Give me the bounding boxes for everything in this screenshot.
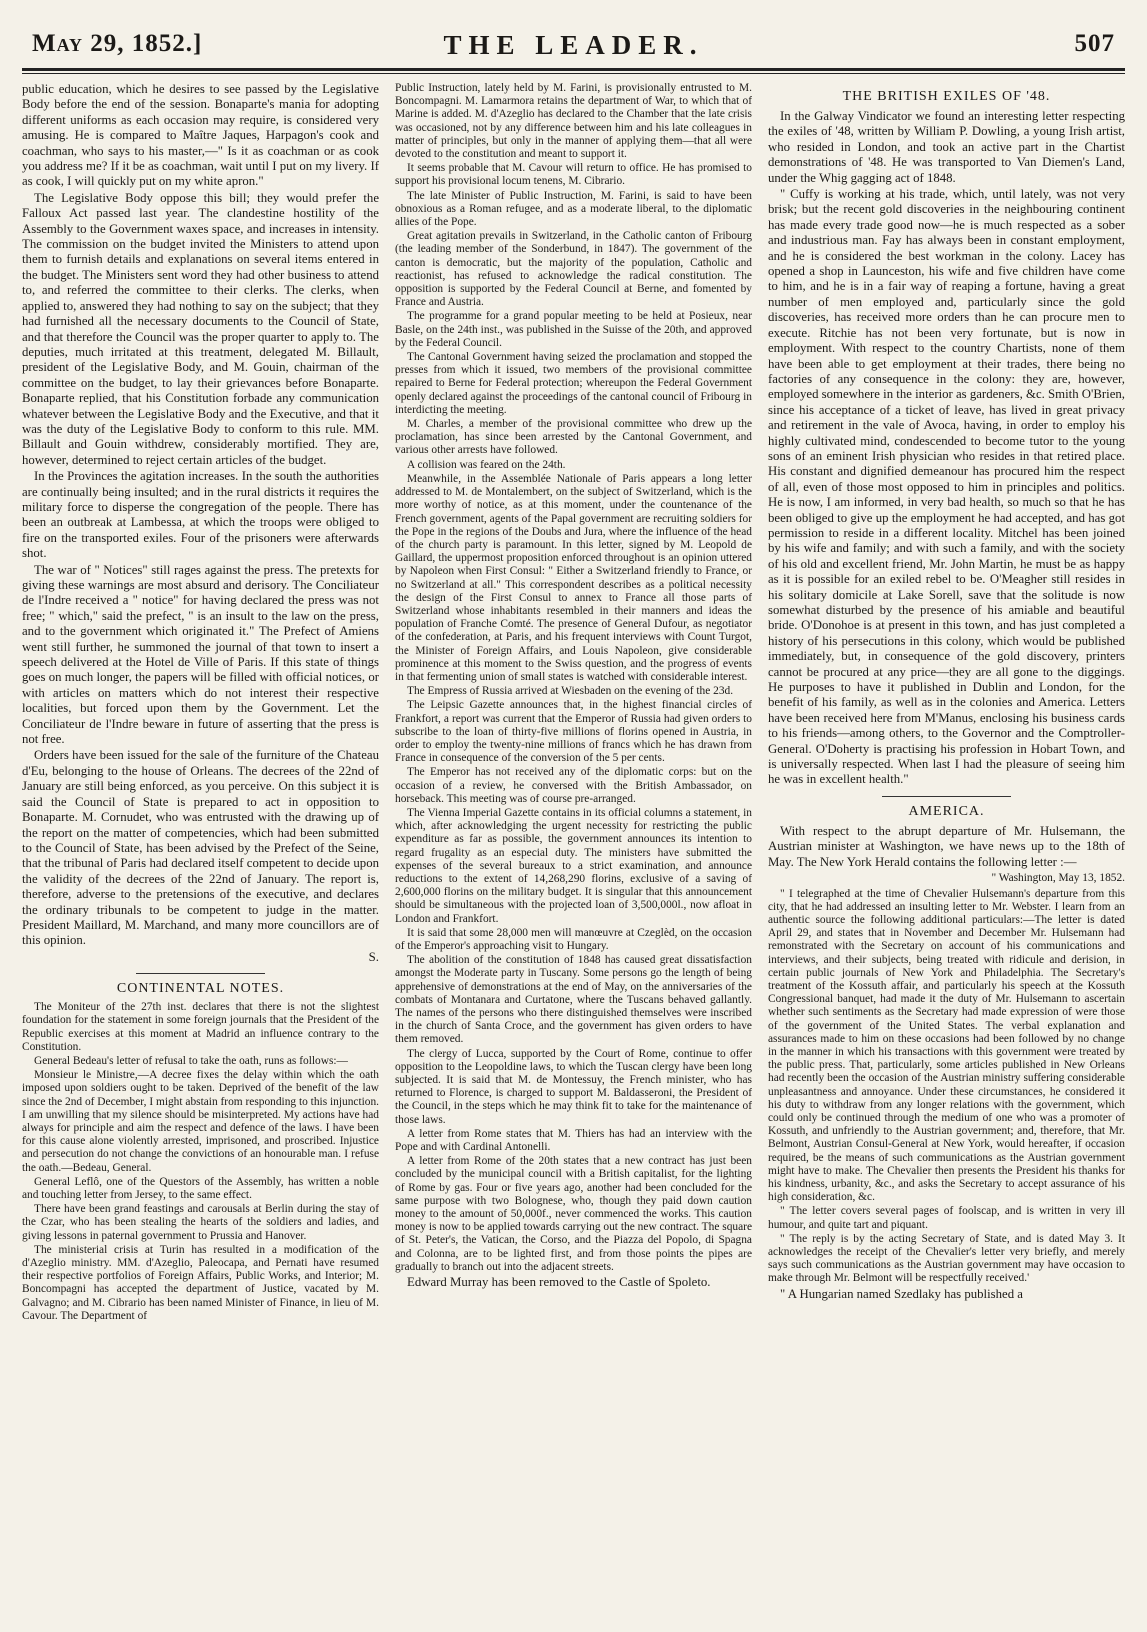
paragraph: General Leflô, one of the Questors of the Assembly, has written a noble and touching letter from Jersey, to the same effect. xyxy=(22,1175,379,1201)
quoted-letter: " The reply is by the acting Secretary of State, and is dated May 3. It acknowledges the receipt of the Chevalier's letter very briefly, and merely says such communications as the Austrian government may have occasion to make through Mr. Belmont will be respectfully received.' xyxy=(768,1232,1125,1285)
letter-dateline: " Washington, May 13, 1852. xyxy=(991,872,1125,885)
column-2 xyxy=(395,82,752,1618)
paragraph: It seems probable that M. Cavour will return to office. He has promised to support his provisional locum tenens, M. Cibrario. xyxy=(395,162,752,188)
columns xyxy=(22,82,1125,1618)
newspaper-title: THE LEADER. xyxy=(443,30,704,60)
paragraph: The Cantonal Government having seized the proclamation and stopped the presses from which it issued, two members of the provisional committee repaired to Berne for Federal protection; whereupon the Federal Government openly declared against the proceedings of the cantonal council of Fribourg in interdicting the meeting. xyxy=(395,351,752,416)
paragraph: The late Minister of Public Instruction, M. Farini, is said to have been obnoxious as a Roman refugee, and as a moderate liberal, to the diplomatic allies of the Pope. xyxy=(395,189,752,229)
page-number: 507 xyxy=(1074,30,1115,57)
paragraph: The Moniteur of the 27th inst. declares that there is not the slightest foundation for the statement in some foreign journals that the President of the Republic exercises at this moment at Madrid an influence contrary to the Constitution. xyxy=(22,1001,379,1053)
quoted-letter: " Cuffy is working at his trade, which, until lately, was not very brisk; but the recent gold discoveries in the neighbouring continent has made every trade good now—he is much respected as a sober and industrious man. Fay has always been in constant employment, and he is considered the best workman in the colony. Lacey has opened a shop in Launceston, his wife and five children have come to him, and he is in a fair way of reaping a fortune, having a great number of men employed and, particularly since the gold discoveries, has received more orders than he can procure men to execute. Ritchie has not been very fortunate, but is now in employment. With respect to the country Chartists, none of them have been able to get employment at their trades, there being no factories of any consequence in the colony: they are, however, employed somewhere in the interior as gardeners, &c. Smith O'Brien, since his acceptance of a ticket of leave, has lived in great privacy and retirement in the vale of Avoca, having, in order to employ his highly cultivated mind, condescended to become tutor to the young sons of an eminent Irish physician who resides in that retired place. His constant and dignified demeanour has procured him the respect of all, even of those most opposed to him in principles and politics. He is now, I am informed, in very bad health, so much so that he has been obliged to give up the employment he had accepted, and has got permission to reside in a different locality. Mitchel has been joined by his wife and family; and with such a family, and with the society of his old and excellent friend, Mr. John Martin, he must be as happy as it is possible for an exiled rebel to be. O'Meagher still resides in his solitary domicile at Lake Sorell, save that the solitude is now somewhat disturbed by the presence of his amiable and beautiful bride. O'Donohoe is at present in this town, and has just completed a history of his persecutions in this colony, which would be published immediately, but, in consequence of the gold discovery, printers cannot be procured at any price—they are all gone to the diggings. He purposes to have it published in Dublin and London, for the benefit of his family, as well as in the colonies and America. Letters have been received here from M'Manus, enclosing his business cards to his friends—among others, to the Governor and the Comptroller-General. O'Doherty is practising his profession in Hobart Town, and is universally respected. When last I had the pleasure of seeing him he was in excellent health." xyxy=(768,187,1125,787)
paragraph: With respect to the abrupt departure of Mr. Hulsemann, the Austrian minister at Washington, we have news up to the 18th of May. The New York Herald contains the following letter :— xyxy=(768,823,1125,869)
paragraph: Orders have been issued for the sale of the furniture of the Chateau d'Eu, belonging to the house of Orleans. The decrees of the 22nd of January are still being enforced, as you perceive. On this subject it is said the Council of State is prepared to act in opposition to Bonaparte. M. Cornudet, who was entrusted with the drawing up of the report on the matter of competencies, which had been submitted to the Council of State, has been advised by the Prefect of the Seine, that the tribunal of Paris had declared itself competent to decide upon the validity of the decrees of the 22nd of January. The report is, therefore, adverse to the pretensions of the executive, and declares the ordinary tribunals to be competent to judge in the matter. President Maillard, M. Marchand, and many more councillors are of this opinion. xyxy=(22,748,379,948)
paragraph: In the Provinces the agitation increases. In the south the authorities are continually being insulted; and in the rural districts it requires the military force to disperse the congregation of the people. There has been an outbreak at Lambessa, at which the troops were obliged to fire on the transported exiles. Four of the prisoners were afterwards shot. xyxy=(22,469,379,561)
paragraph: Meanwhile, in the Assemblée Nationale of Paris appears a long letter addressed to M. de Montalembert, on the subject of Switzerland, which is the more worthy of notice, as at this moment, under the countenance of the French government, agents of the Papal government are recruiting soldiers for the Pope in the regions of the Doubs and Jura, where the influence of the head of the church party is paramount. In this letter, signed by M. Leopold de Gaillard, the uppermost proposition enforced throughout is an opinion uttered by Napoleon when First Consul: " Either a Switzerland friendly to France, or no Switzerland at all." This correspondent describes as a political necessity the design of the First Consul to annex to France all those parts of Switzerland whose inhabitants resembled in their manners and ideas the population of Franche Comté. The presence of General Dufour, as negotiator of the confederation, at Paris, and his frequent interviews with Count Turgot, the Minister of Foreign Affairs, and Louis Napoleon, give considerable prominence at this moment to the Swiss question, and the progress of events in that fermenting union of small states is watched with considerable interest. xyxy=(395,472,752,683)
section-separator xyxy=(136,973,265,974)
paragraph: M. Charles, a member of the provisional committee who drew up the proclamation, has since been arrested by the Cantonal Government, and various other arrests have followed. xyxy=(395,418,752,457)
paragraph: " A Hungarian named Szedlaky has published a xyxy=(780,1286,1023,1301)
column-3 xyxy=(768,82,1125,1618)
column-1 xyxy=(22,82,379,1618)
paragraph: The programme for a grand popular meeting to be held at Posieux, near Basle, on the 24th inst., was published in the Suisse of the 20th, and approved by the Federal Council. xyxy=(395,310,752,349)
paragraph: General Bedeau's letter of refusal to take the oath, runs as follows:— xyxy=(34,1054,348,1067)
section-heading-british-exiles: THE BRITISH EXILES OF '48. xyxy=(842,89,1051,104)
paragraph: Public Instruction, lately held by M. Farini, is provisionally entrusted to M. Boncompagni. M. Lamarmora retains the department of War, to which that of Marine is added. M. d'Azeglio has declared to the Chamber that the late crisis was occasioned, not by any difference between him and his late colleagues in matter of principles, but only in the manner of applying them—that all were devoted to the constitution and meant to support it. xyxy=(395,82,752,161)
paragraph: public education, which he desires to see passed by the Legislative Body before the end of the session. Bonaparte's mania for adopting different uniforms as each occasion may require, is considered very amusing. He is compared to Maître Jaques, Harpagon's cook and coachman, who says to his master,—" Is it as coachman or as cook you address me? If it be as coachman, wait until I put on my livery. If as cook, I will quickly put on my white apron." xyxy=(22,82,379,189)
section-heading-continental-notes: CONTINENTAL NOTES. xyxy=(116,981,285,997)
paragraph: The Leipsic Gazette announces that, in the highest financial circles of Frankfort, a report was current that the Emperor of Russia had given orders to subscribe to the loan of thirty-five millions of florins opened in Austria, in order to employ the twenty-nine millions of francs which he has drawn from France in consequence of the conversion of the 5 per cents. xyxy=(395,699,752,765)
paragraph: The abolition of the constitution of 1848 has caused great dissatisfaction amongst the Moderate party in Tuscany. Some persons go the length of being apprehensive of demonstrations at the end of May, on the anniversaries of the combats of Montanara and Curtatone, where the Tuscans behaved gallantly. The names of the persons who there distinguished themselves were inscribed in the church of Santa Croce, and the government has given orders to have them removed. xyxy=(395,954,752,1046)
header-rule-thick xyxy=(22,68,1125,71)
paragraph: The Legislative Body oppose this bill; they would prefer the Falloux Act passed last year. The clandestine hostility of the Assembly to the Government waxes space, and increases in intensity. The commission on the budget invited the Ministers to attend upon them to furnish details and explanations on several items entered in the budget. The Ministers sent word they had other business to attend to, and referred the committee to their clerks. The clerks, when applied to, answered they had nothing to say on the subject; that they had furnished all the necessary documents to the Council of State, and that therefore the Council was the proper quarter to apply to. The deputies, much irritated at this treatment, delegated M. Billault, president of the Legislative Body, and M. Gouin, chairman of the committee on the budget, to lay their grievances before Bonaparte. Bonaparte replied, that his Constitution forbade any communication whatever between the Legislative Body and the Executive, and that it was the duty of the Legislative Body to conform to this rule. MM. Billault and Gouin withdrew, considerably mortified. They are, however, determined to reject certain articles of the budget. xyxy=(22,190,379,467)
quoted-letter: " I telegraphed at the time of Chevalier Hulsemann's departure from this city, that he had addressed an insulting letter to Mr. Webster. I learn from an authentic source the following additional particulars:—The letter is dated April 29, and states that in November and December Mr. Hulsemann had remonstrated with the Secretary on account of his communications and interviews, and their subjects, being treated with ridicule and derision, in certain public journals of New York and Philadelphia. The Secretary's treatment of the Kossuth affair, and particularly his speech at the Kossuth Congressional banquet, had made it the duty of Mr. Hulsemann to ascertain whether such sentiments as the Secretary had made expression of were those of the government of the United States. The verbal explanation and assurances made to him on these occasions had been followed by no change in the manner in which his transactions with this government were treated by the public press. That, particularly, some articles published in New Orleans had recently been the occasion of the Austrian ministry suffering considerable unpleasantness and annoyance. Under these circumstances, he considered it his duty to withdraw from any longer relations with the government, which could only be continued through the medium of one who was a promoter of Kossuth, and unfriendly to the Austrian government; and, therefore, that Mr. Belmont, Austrian Consul-General at New York, would hereafter, if occasion required, be the means of such communications as the Austrian government might have to make. The Chevalier then presents the President his thanks for his kindness, urbanity, &c., and asks the Secretary to accept assurance of his high consideration, &c. xyxy=(768,887,1125,1204)
paragraph: The war of " Notices" still rages against the press. The pretexts for giving these warnings are most absurd and derisory. The Conciliateur de l'Indre received a " notice" for having declared the press was not free; " which," said the prefect, " is an insult to the law on the press, and to the government which originated it." The Prefect of Amiens went still further, he summoned the journal of that town to insert a speech delivered at the Hotel de Ville of Paris. If this state of things goes on much longer, the papers will be filled with official notices, or with articles on matters which do not interest their respective localities, but forced upon them by the Government. Let the Conciliateur de l'Indre beware in future of asserting that the press is not free. xyxy=(22,562,379,747)
paragraph: A collision was feared on the 24th. xyxy=(407,458,566,471)
paragraph: The Emperor has not received any of the diplomatic corps: but on the occasion of a review, he conversed with the British Ambassador, on horseback. This meeting was of course pre-arranged. xyxy=(395,766,752,805)
paragraph: The clergy of Lucca, supported by the Court of Rome, continue to offer opposition to the Leopoldine laws, to which the Tuscan clergy have been long subjected. It is said that M. de Montessuy, the French minister, who has returned to Florence, is charged to support M. Baldasseroni, the President of the Council, in the steps which he may think fit to take for the maintenance of those laws. xyxy=(395,1047,752,1126)
paragraph: There have been grand feastings and carousals at Berlin during the stay of the Czar, who has been stealing the hearts of the soldiers and ladies, and giving lessons in paternal government to Prussia and Hanover. xyxy=(22,1203,379,1242)
section-separator xyxy=(882,796,1011,797)
signature: S. xyxy=(368,949,379,964)
section-heading-america: AMERICA. xyxy=(908,803,985,819)
issue-date: May 29, 1852.] xyxy=(32,30,203,57)
paragraph: It is said that some 28,000 men will manœuvre at Czeglèd, on the occasion of the Emperor's approaching visit to Hungary. xyxy=(395,926,752,952)
paragraph: The ministerial crisis at Turin has resulted in a modification of the d'Azeglio ministry. MM. d'Azeglio, Paleocapa, and Pernati have resumed their respective portfolios of Foreign Affairs, Public Works, and Interior; M. Boncompagni has accepted the department of Justice, vacated by M. Galvagno; and M. Cibrario has been named Minister of Finance, in lieu of M. Cavour. The Department of xyxy=(22,1243,379,1322)
paragraph: The Empress of Russia arrived at Wiesbaden on the evening of the 23d. xyxy=(407,685,734,698)
paragraph: The Vienna Imperial Gazette contains in its official columns a statement, in which, after acknowledging the urgent necessity for restricting the public expenditure as far as possible, the government announces its intention to regard frugality as an especial duty. The ministers have submitted the expenses of the several bureaux to a strict examination, and announce reductions to the extent of 14,268,290 florins, exclusive of a saving of 2,600,000 florins on the military budget. It is singular that this announcement should be simultaneous with the projected loan of 3,500,000l., now afloat in London and Frankfort. xyxy=(395,806,752,925)
paragraph: Edward Murray has been removed to the Castle of Spoleto. xyxy=(407,1275,711,1290)
paragraph: Great agitation prevails in Switzerland, in the Catholic canton of Fribourg (the leading member of the Sonderbund, in 1847). The government of the canton is democratic, but the majority of the population, Catholic and reactionist, has refused to acknowledge the radical constitution. The opposition is supported by the Federal Council at Berne, and fomented by France and Austria. xyxy=(395,230,752,309)
quoted-letter: Monsieur le Ministre,—A decree fixes the delay within which the oath imposed upon soldiers ought to be taken. Deprived of the benefit of the law since the 2nd of December, I might abstain from responding to this injunction. I am unwilling that my silence should be misinterpreted. My actions have had always for principle and aim the respect and defence of the laws. I have been for this cause alone violently arrested, imprisoned, and proscribed. Injustice and persecution do not change the convictions of an honourable man. I refuse the oath.—Bedeau, General. xyxy=(22,1069,379,1174)
paragraph: A letter from Rome of the 20th states that a new contract has just been concluded by the municipal council with a British capitalist, for the lighting of Rome by gas. Four or five years ago, another had been concluded for the same purpose with two Bolognese, who, though they paid down caution money to the amount of 50,000f., never commenced the works. This caution money is now to be applied towards carrying out the new contract. The square of St. Peter's, the Vatican, the Corso, and the Piazza del Popolo, di Spagna and Colonna, are to be lighted first, and from those points the pipes are gradually to branch out into the adjacent streets. xyxy=(395,1155,752,1273)
quoted-letter: " The letter covers several pages of foolscap, and is written in very ill humour, and quite tart and piquant. xyxy=(768,1205,1125,1231)
header-rule-thin xyxy=(22,73,1125,74)
paragraph: In the Galway Vindicator we found an interesting letter respecting the exiles of '48, written by William P. Dowling, a young Irish artist, who resided in London, and took an active part in the Chartist demonstrations of '48. He was transported to Van Diemen's Land, under the Whig gagging act of 1848. xyxy=(768,109,1125,185)
paragraph: A letter from Rome states that M. Thiers has had an interview with the Pope and with Cardinal Antonelli. xyxy=(395,1127,752,1154)
